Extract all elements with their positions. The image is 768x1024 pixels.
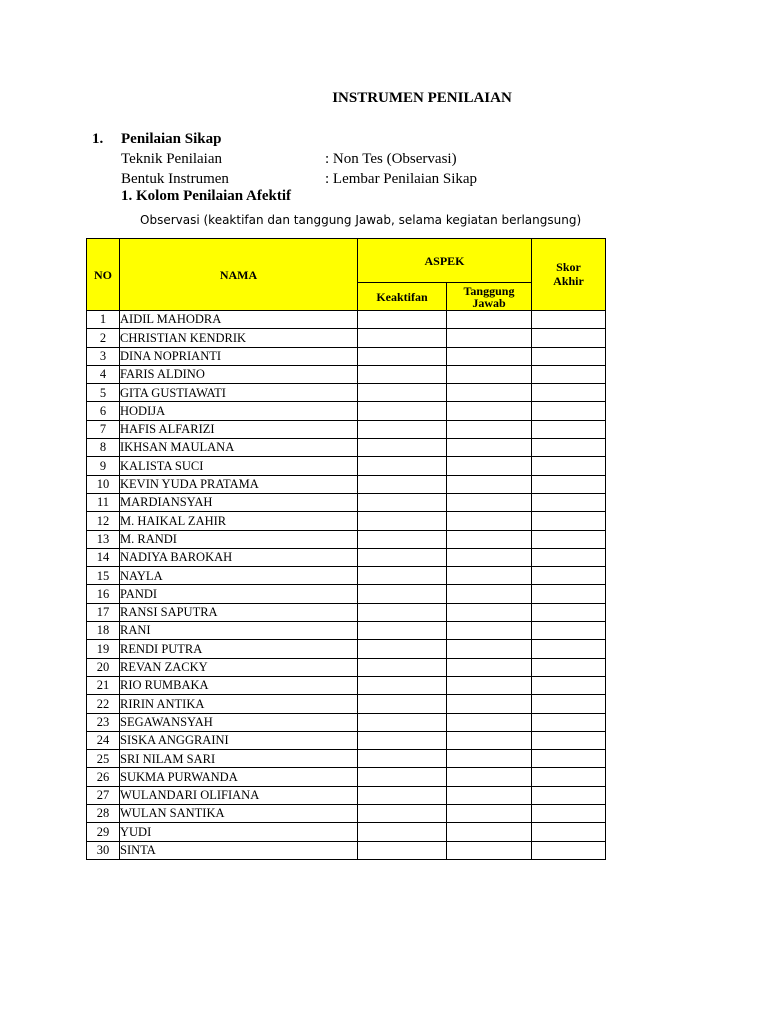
cell-no: 26: [87, 768, 120, 786]
cell-nama: KALISTA SUCI: [120, 457, 358, 475]
cell-no: 13: [87, 530, 120, 548]
cell-no: 9: [87, 457, 120, 475]
cell-tanggung-jawab: [447, 658, 532, 676]
table-row: [87, 402, 606, 420]
cell-tanggung-jawab: [447, 475, 532, 493]
section-number: 1.: [92, 131, 104, 147]
cell-tanggung-jawab: [447, 768, 532, 786]
cell-no: 3: [87, 347, 120, 365]
table-body: [87, 311, 606, 860]
cell-keaktifan: [358, 750, 447, 768]
cell-nama: RENDI PUTRA: [120, 640, 358, 658]
cell-skor-akhir: [532, 493, 606, 511]
cell-nama: HODIJA: [120, 402, 358, 420]
table-row: [87, 750, 606, 768]
cell-skor-akhir: [532, 365, 606, 383]
table-row: [87, 567, 606, 585]
table-row: [87, 493, 606, 511]
cell-skor-akhir: [532, 457, 606, 475]
cell-skor-akhir: [532, 622, 606, 640]
table-row: [87, 530, 606, 548]
table-row: [87, 585, 606, 603]
cell-tanggung-jawab: [447, 713, 532, 731]
subsection-title: 1. Kolom Penilaian Afektif: [121, 188, 291, 204]
header-nama: NAMA: [120, 239, 358, 311]
cell-tanggung-jawab: [447, 365, 532, 383]
cell-no: 27: [87, 786, 120, 804]
cell-keaktifan: [358, 311, 447, 329]
cell-tanggung-jawab: [447, 311, 532, 329]
cell-no: 14: [87, 548, 120, 566]
header-tanggung-jawab-label: Tanggung Jawab: [463, 283, 515, 310]
cell-skor-akhir: [532, 439, 606, 457]
table-row: [87, 512, 606, 530]
cell-keaktifan: [358, 457, 447, 475]
cell-nama: RANI: [120, 622, 358, 640]
cell-nama: REVAN ZACKY: [120, 658, 358, 676]
cell-no: 21: [87, 676, 120, 694]
cell-skor-akhir: [532, 768, 606, 786]
cell-skor-akhir: [532, 695, 606, 713]
cell-nama: RIRIN ANTIKA: [120, 695, 358, 713]
cell-nama: KEVIN YUDA PRATAMA: [120, 475, 358, 493]
cell-keaktifan: [358, 420, 447, 438]
table-row: [87, 365, 606, 383]
table-row: [87, 439, 606, 457]
header-aspek: ASPEK: [358, 239, 532, 283]
technique-label: Teknik Penilaian: [121, 151, 223, 167]
instrument-label: Bentuk Instrumen: [121, 171, 229, 187]
cell-nama: SINTA: [120, 841, 358, 859]
table-row: [87, 658, 606, 676]
cell-no: 5: [87, 384, 120, 402]
cell-keaktifan: [358, 713, 447, 731]
cell-tanggung-jawab: [447, 567, 532, 585]
cell-skor-akhir: [532, 530, 606, 548]
table-row: [87, 640, 606, 658]
cell-skor-akhir: [532, 823, 606, 841]
cell-skor-akhir: [532, 311, 606, 329]
cell-keaktifan: [358, 475, 447, 493]
cell-keaktifan: [358, 622, 447, 640]
observation-note: Observasi (keaktifan dan tanggung Jawab, selama kegiatan berlangsung): [140, 213, 582, 227]
cell-keaktifan: [358, 384, 447, 402]
cell-skor-akhir: [532, 402, 606, 420]
cell-nama: AIDIL MAHODRA: [120, 311, 358, 329]
table-row: [87, 786, 606, 804]
cell-nama: WULAN SANTIKA: [120, 805, 358, 823]
cell-no: 29: [87, 823, 120, 841]
cell-keaktifan: [358, 823, 447, 841]
cell-nama: FARIS ALDINO: [120, 365, 358, 383]
cell-skor-akhir: [532, 658, 606, 676]
instrument-value: : Lembar Penilaian Sikap: [325, 171, 478, 187]
cell-tanggung-jawab: [447, 439, 532, 457]
table-row: [87, 622, 606, 640]
cell-keaktifan: [358, 548, 447, 566]
cell-tanggung-jawab: [447, 786, 532, 804]
cell-no: 22: [87, 695, 120, 713]
table-row: [87, 805, 606, 823]
cell-no: 19: [87, 640, 120, 658]
cell-tanggung-jawab: [447, 622, 532, 640]
cell-no: 2: [87, 329, 120, 347]
cell-no: 8: [87, 439, 120, 457]
cell-tanggung-jawab: [447, 695, 532, 713]
cell-tanggung-jawab: [447, 585, 532, 603]
cell-no: 1: [87, 311, 120, 329]
cell-nama: RIO RUMBAKA: [120, 676, 358, 694]
cell-keaktifan: [358, 731, 447, 749]
table-row: [87, 841, 606, 859]
cell-skor-akhir: [532, 420, 606, 438]
cell-nama: IKHSAN MAULANA: [120, 439, 358, 457]
cell-no: 25: [87, 750, 120, 768]
table-row: [87, 823, 606, 841]
cell-skor-akhir: [532, 384, 606, 402]
cell-skor-akhir: [532, 750, 606, 768]
cell-no: 30: [87, 841, 120, 859]
cell-tanggung-jawab: [447, 676, 532, 694]
cell-nama: RANSI SAPUTRA: [120, 603, 358, 621]
cell-skor-akhir: [532, 567, 606, 585]
cell-no: 10: [87, 475, 120, 493]
cell-skor-akhir: [532, 676, 606, 694]
cell-tanggung-jawab: [447, 731, 532, 749]
table-row: [87, 329, 606, 347]
table-row: [87, 713, 606, 731]
table-row: [87, 676, 606, 694]
cell-keaktifan: [358, 402, 447, 420]
cell-tanggung-jawab: [447, 603, 532, 621]
cell-keaktifan: [358, 786, 447, 804]
cell-skor-akhir: [532, 548, 606, 566]
table-row: [87, 548, 606, 566]
cell-no: 4: [87, 365, 120, 383]
table-row: [87, 603, 606, 621]
cell-keaktifan: [358, 841, 447, 859]
cell-no: 18: [87, 622, 120, 640]
cell-keaktifan: [358, 530, 447, 548]
cell-keaktifan: [358, 658, 447, 676]
table-row: [87, 420, 606, 438]
cell-tanggung-jawab: [447, 384, 532, 402]
cell-tanggung-jawab: [447, 841, 532, 859]
cell-keaktifan: [358, 493, 447, 511]
cell-nama: NAYLA: [120, 567, 358, 585]
cell-tanggung-jawab: [447, 823, 532, 841]
cell-tanggung-jawab: [447, 530, 532, 548]
cell-keaktifan: [358, 439, 447, 457]
table-row: [87, 384, 606, 402]
cell-no: 12: [87, 512, 120, 530]
cell-keaktifan: [358, 365, 447, 383]
cell-tanggung-jawab: [447, 805, 532, 823]
technique-value: : Non Tes (Observasi): [325, 151, 457, 167]
cell-skor-akhir: [532, 347, 606, 365]
cell-no: 6: [87, 402, 120, 420]
cell-nama: SRI NILAM SARI: [120, 750, 358, 768]
cell-nama: MARDIANSYAH: [120, 493, 358, 511]
cell-skor-akhir: [532, 841, 606, 859]
cell-keaktifan: [358, 695, 447, 713]
cell-keaktifan: [358, 640, 447, 658]
table-row: [87, 731, 606, 749]
cell-no: 15: [87, 567, 120, 585]
cell-skor-akhir: [532, 603, 606, 621]
cell-nama: SISKA ANGGRAINI: [120, 731, 358, 749]
cell-no: 28: [87, 805, 120, 823]
header-tanggung-jawab: [447, 283, 532, 311]
cell-nama: WULANDARI OLIFIANA: [120, 786, 358, 804]
cell-nama: GITA GUSTIAWATI: [120, 384, 358, 402]
cell-nama: HAFIS ALFARIZI: [120, 420, 358, 438]
cell-tanggung-jawab: [447, 402, 532, 420]
cell-tanggung-jawab: [447, 640, 532, 658]
cell-nama: PANDI: [120, 585, 358, 603]
cell-keaktifan: [358, 676, 447, 694]
document-title: INSTRUMEN PENILAIAN: [332, 90, 512, 106]
cell-tanggung-jawab: [447, 420, 532, 438]
cell-tanggung-jawab: [447, 457, 532, 475]
cell-nama: M. HAIKAL ZAHIR: [120, 512, 358, 530]
cell-nama: SEGAWANSYAH: [120, 713, 358, 731]
cell-skor-akhir: [532, 640, 606, 658]
cell-skor-akhir: [532, 786, 606, 804]
table-row: [87, 768, 606, 786]
cell-skor-akhir: [532, 731, 606, 749]
table-row: [87, 475, 606, 493]
header-keaktifan: Keaktifan: [358, 283, 447, 311]
cell-no: 11: [87, 493, 120, 511]
cell-keaktifan: [358, 512, 447, 530]
header-no: NO: [87, 239, 120, 311]
cell-nama: YUDI: [120, 823, 358, 841]
table-row: [87, 695, 606, 713]
cell-no: 7: [87, 420, 120, 438]
cell-nama: SUKMA PURWANDA: [120, 768, 358, 786]
header-skor-akhir: [532, 239, 606, 311]
cell-nama: CHRISTIAN KENDRIK: [120, 329, 358, 347]
cell-tanggung-jawab: [447, 329, 532, 347]
cell-skor-akhir: [532, 805, 606, 823]
cell-tanggung-jawab: [447, 548, 532, 566]
cell-keaktifan: [358, 567, 447, 585]
cell-skor-akhir: [532, 329, 606, 347]
cell-tanggung-jawab: [447, 347, 532, 365]
cell-keaktifan: [358, 603, 447, 621]
cell-keaktifan: [358, 329, 447, 347]
cell-skor-akhir: [532, 475, 606, 493]
cell-keaktifan: [358, 347, 447, 365]
cell-skor-akhir: [532, 512, 606, 530]
table-row: [87, 457, 606, 475]
table-row: [87, 311, 606, 329]
cell-no: 23: [87, 713, 120, 731]
cell-no: 24: [87, 731, 120, 749]
assessment-table: [86, 238, 606, 860]
cell-no: 20: [87, 658, 120, 676]
cell-keaktifan: [358, 585, 447, 603]
cell-skor-akhir: [532, 713, 606, 731]
cell-tanggung-jawab: [447, 750, 532, 768]
cell-nama: NADIYA BAROKAH: [120, 548, 358, 566]
cell-nama: DINA NOPRIANTI: [120, 347, 358, 365]
cell-keaktifan: [358, 768, 447, 786]
table-row: [87, 347, 606, 365]
header-skor-akhir-label: Skor Akhir: [553, 259, 584, 288]
section-title: Penilaian Sikap: [121, 131, 222, 147]
cell-skor-akhir: [532, 585, 606, 603]
cell-no: 17: [87, 603, 120, 621]
cell-tanggung-jawab: [447, 512, 532, 530]
cell-no: 16: [87, 585, 120, 603]
cell-tanggung-jawab: [447, 493, 532, 511]
cell-nama: M. RANDI: [120, 530, 358, 548]
cell-keaktifan: [358, 805, 447, 823]
